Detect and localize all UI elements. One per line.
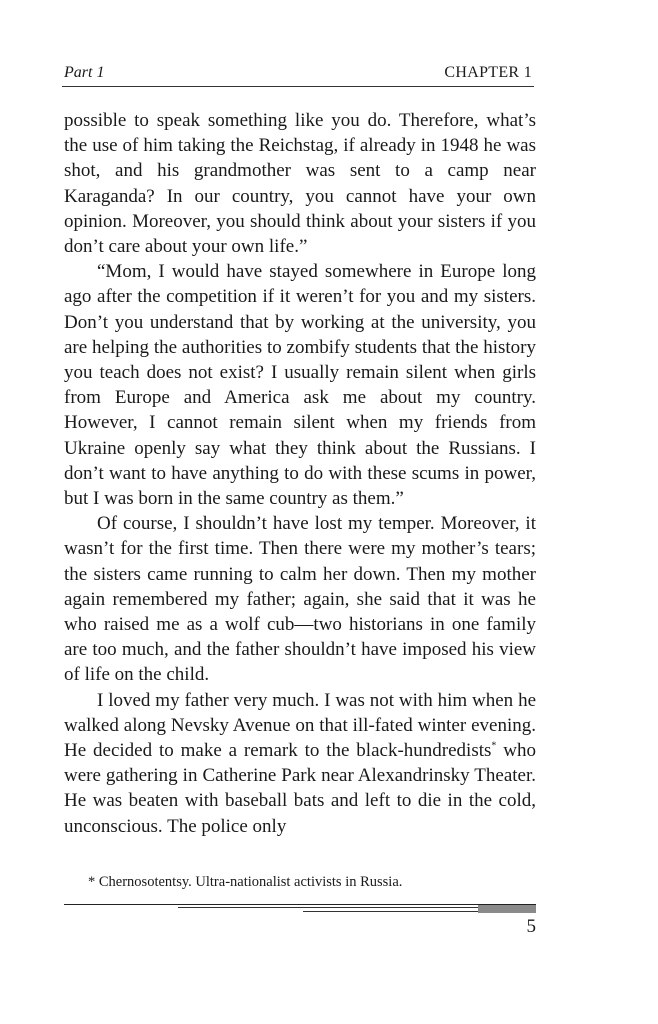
paragraph-4-start: I loved my father very much. I was not with him when he walked along Nevsky Avenue on that ill-fated winter evening. He decided to make a remark to the black-hundredists: [64, 689, 536, 762]
part-label: Part 1: [64, 64, 105, 81]
header-rule: [62, 86, 534, 87]
paragraph-4-end: who were gathering in Catherine Park near Alexandrinsky Theater. He was beaten with baseball bats and left to die in the cold, unconscious. The police only: [64, 740, 536, 837]
paragraph-3: Of course, I shouldn’t have lost my temper. Moreover, it wasn’t for the first time. Then there were my mother’s tears; the sisters came running to calm her down. Then my mother again remembered my father; again, she said that it was he who raised me as a wolf cub—two historians in one family are too much, and the father shouldn’t have imposed his view of life on the child.: [64, 513, 536, 686]
paragraph-1: possible to speak something like you do. Therefore, what’s the use of him taking the Reichstag, if already in 1948 he was shot, and his grandmother was sent to a camp near Karaganda? In our country, you cannot have your own opinion. Moreover, you should think about your sisters if you don’t care about your own life.”: [64, 110, 536, 258]
paragraph-2: “Mom, I would have stayed somewhere in Europe long ago after the competition if it weren’t for you and my sisters. Don’t you understand that by working at the university, you are helping the authorities to zombify students that the history you teach does not exist? I usually remain silent when girls from Europe and America ask me about my country. However, I cannot remain silent when my friends from Ukraine openly say what they think about the Russians. I don’t want to have anything to do with these scums in power, but I was born in the same country as them.”: [64, 261, 536, 510]
page-number: 5: [526, 916, 536, 937]
footer-rule-bottom: [303, 911, 478, 912]
footer-rule-top: [64, 904, 536, 905]
body-text: [64, 108, 536, 839]
chapter-label: CHAPTER 1: [444, 64, 532, 81]
running-head: [64, 62, 532, 84]
footer-rule-bar: [478, 905, 536, 913]
footnote: * Chernosotentsy. Ultra-nationalist activists in Russia.: [88, 874, 403, 890]
footnote-marker: *: [491, 740, 497, 752]
paragraph-4: [64, 688, 536, 839]
footer-rule-middle: [178, 907, 478, 908]
